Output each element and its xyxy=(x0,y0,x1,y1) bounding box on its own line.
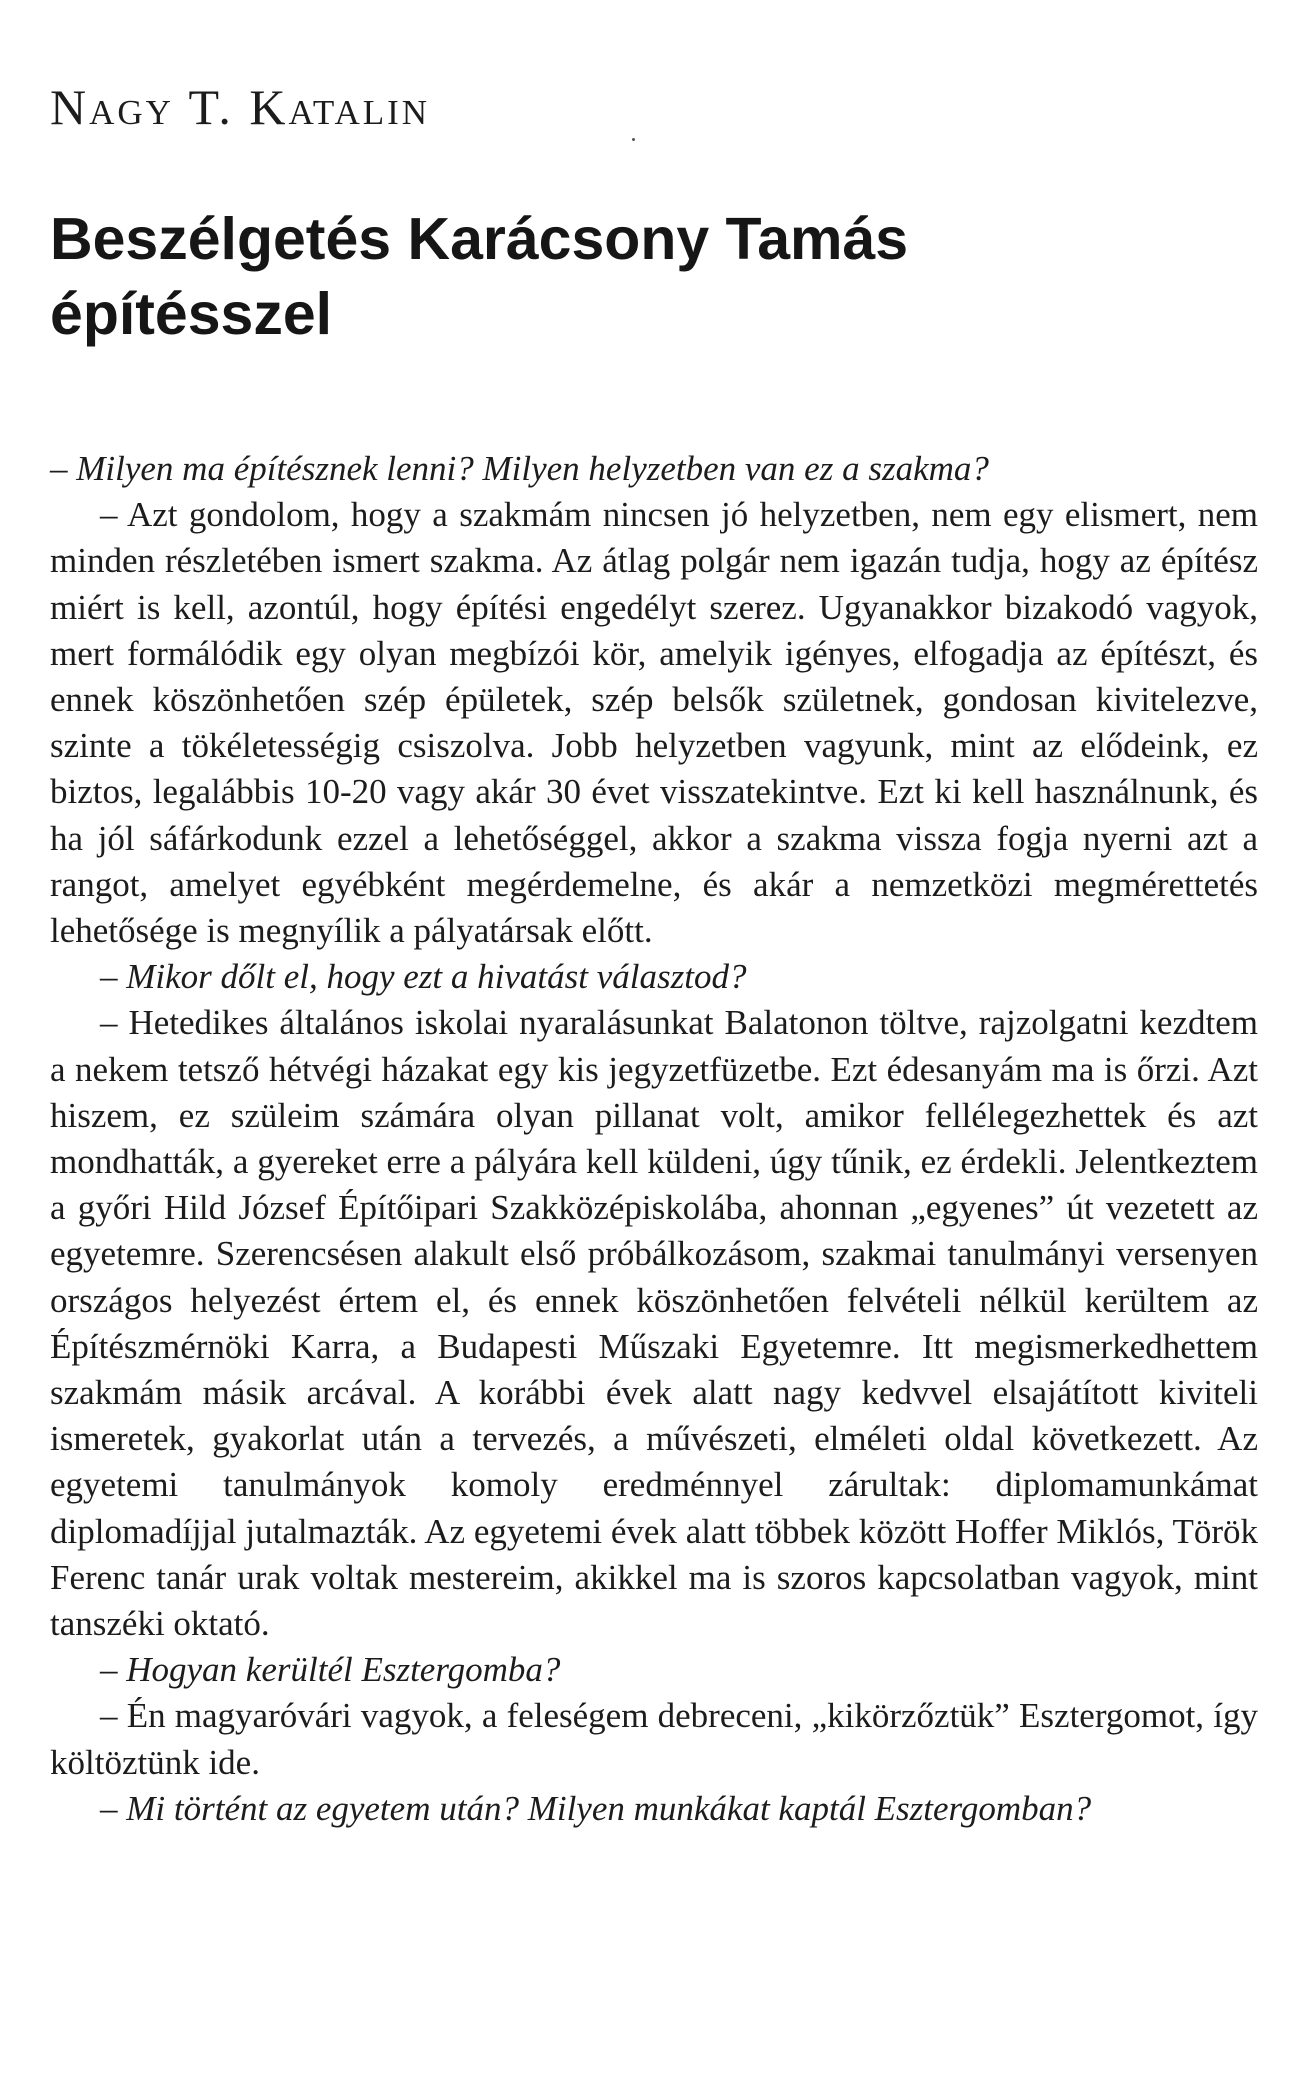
scan-speck xyxy=(632,138,635,141)
article-body xyxy=(50,446,1258,1832)
interview-question: – Hogyan kerültél Esztergomba? xyxy=(100,1650,561,1690)
interview-answer: – Azt gondolom, hogy a szakmám nincsen jó helyzetben, nem egy elismert, nem minden részletében ismert szakma. Az átlag polgár nem igazán tudja, hogy az építész miért is kell, azontúl, hogy építési engedélyt szerez. Ugyanakkor bizakodó vagyok, mert formálódik egy olyan megbízói kör, amelyik igényes, elfogadja az építészt, és ennek köszönhetően szép épületek, szép belsők születnek, gondosan kivitelezve, szinte a tökéletességig csiszolva. Jobb helyzetben vagyunk, mint az elődeink, ez biztos, legalábbis 10-20 vagy akár 30 évet visszatekintve. Ezt ki kell használnunk, és ha jól sáfárkodunk ezzel a lehetőséggel, akkor a szakma vissza fogja nyerni azt a rangot, amelyet egyébként megérdemelne, és akár a nemzetközi megmérettetés lehetősége is megnyílik a pályatársak előtt. xyxy=(50,495,1258,951)
author-name: Nagy T. Katalin xyxy=(50,79,431,135)
interview-question: – Milyen ma építésznek lenni? Milyen helyzetben van ez a szakma? xyxy=(50,449,989,488)
interview-answer: – Én magyaróvári vagyok, a feleségem debreceni, „kikörzőztük” Esztergomot, így költöztünk ide. xyxy=(50,1696,1258,1782)
article-title: Beszélgetés Karácsony Tamás építésszel xyxy=(50,206,909,347)
interview-question: – Mikor dőlt el, hogy ezt a hivatást választod? xyxy=(100,957,747,997)
interview-question: – Mi történt az egyetem után? Milyen munkákat kaptál Esztergomban? xyxy=(100,1788,1092,1828)
interview-answer: – Hetedikes általános iskolai nyaralásunkat Balatonon töltve, rajzolgatni kezdtem a nekem tetsző hétvégi házakat egy kis jegyzetfüzetbe. Ezt édesanyám ma is őrzi. Azt hiszem, ez szüleim számára olyan pillanat volt, amikor fellélegezhettek és azt mondhatták, a gyereket erre a pályára kell küldeni, úgy tűnik, ez érdekli. Jelentkeztem a győri Hild József Építőipari Szakközépiskolába, ahonnan „egyenes” út vezetett az egyetemre. Szerencsésen alakult első próbálkozásom, szakmai tanulmányi versenyen országos helyezést értem el, és ennek köszönhetően felvételi nélkül kerültem az Építészmérnöki Karra, a Budapesti Műszaki Egyetemre. Itt megismerkedhettem szakmám másik arcával. A korábbi évek alatt nagy kedvvel elsajátított kiviteli ismeretek, gyakorlat után a tervezés, a művészeti, elméleti oldal következett. Az egyetemi tanulmányok komoly eredménnyel zárultak: diplomamunkámat diplomadíjjal jutalmazták. Az egyetemi évek alatt többek között Hoffer Miklós, Török Ferenc tanár urak voltak mestereim, akikkel ma is szoros kapcsolatban vagyok, mint tanszéki oktató. xyxy=(50,1003,1258,1644)
